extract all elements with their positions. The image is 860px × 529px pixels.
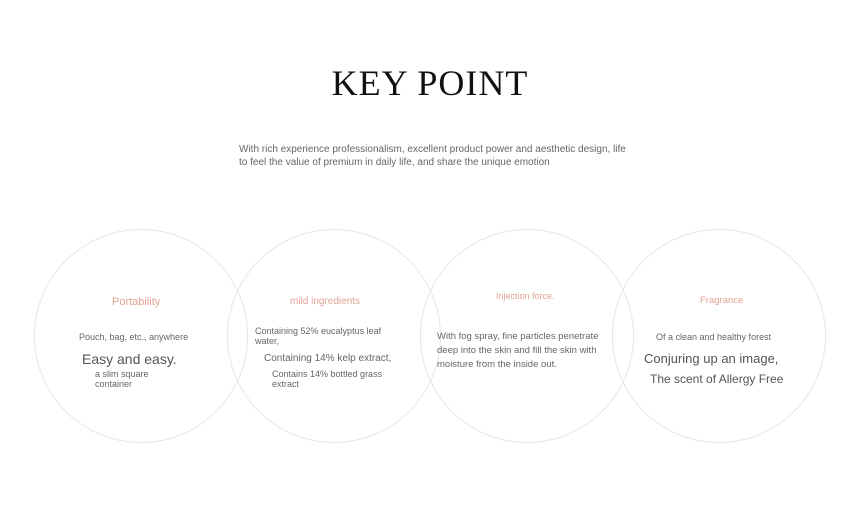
- point-line: Of a clean and healthy forest: [656, 332, 772, 342]
- point-line: Containing 52% eucalyptus leaf water,: [255, 326, 382, 346]
- point-highlight: Containing 14% kelp extract,: [264, 353, 392, 364]
- point-line: Contains 14% bottled grass extract: [272, 369, 383, 389]
- point-title: Injection force.: [496, 291, 555, 301]
- point-highlight: Easy and easy.: [82, 351, 177, 367]
- key-point-injection-force: [420, 229, 634, 443]
- key-point-portability: [34, 229, 248, 443]
- point-highlight: Conjuring up an image,: [644, 351, 779, 366]
- intro-text: With rich experience professionalism, excellent product power and aesthetic design, life to feel the value of premium in daily life, and share the unique emotion: [239, 144, 626, 168]
- point-line: Pouch, bag, etc., anywhere: [79, 332, 189, 342]
- point-line: a slim square container: [95, 369, 149, 389]
- key-point-fragrance: [612, 229, 826, 443]
- key-point-mild-ingredients: [227, 229, 441, 443]
- point-line: With fog spray, fine particles penetrate deep into the skin and fill the skin with moisture from the inside out.: [437, 331, 599, 370]
- point-title: Portability: [112, 296, 161, 308]
- point-title: Fragrance: [700, 295, 744, 306]
- point-title: mild ingredients: [290, 296, 361, 307]
- page-title: KEY POINT: [331, 63, 529, 103]
- point-line: The scent of Allergy Free: [650, 372, 784, 386]
